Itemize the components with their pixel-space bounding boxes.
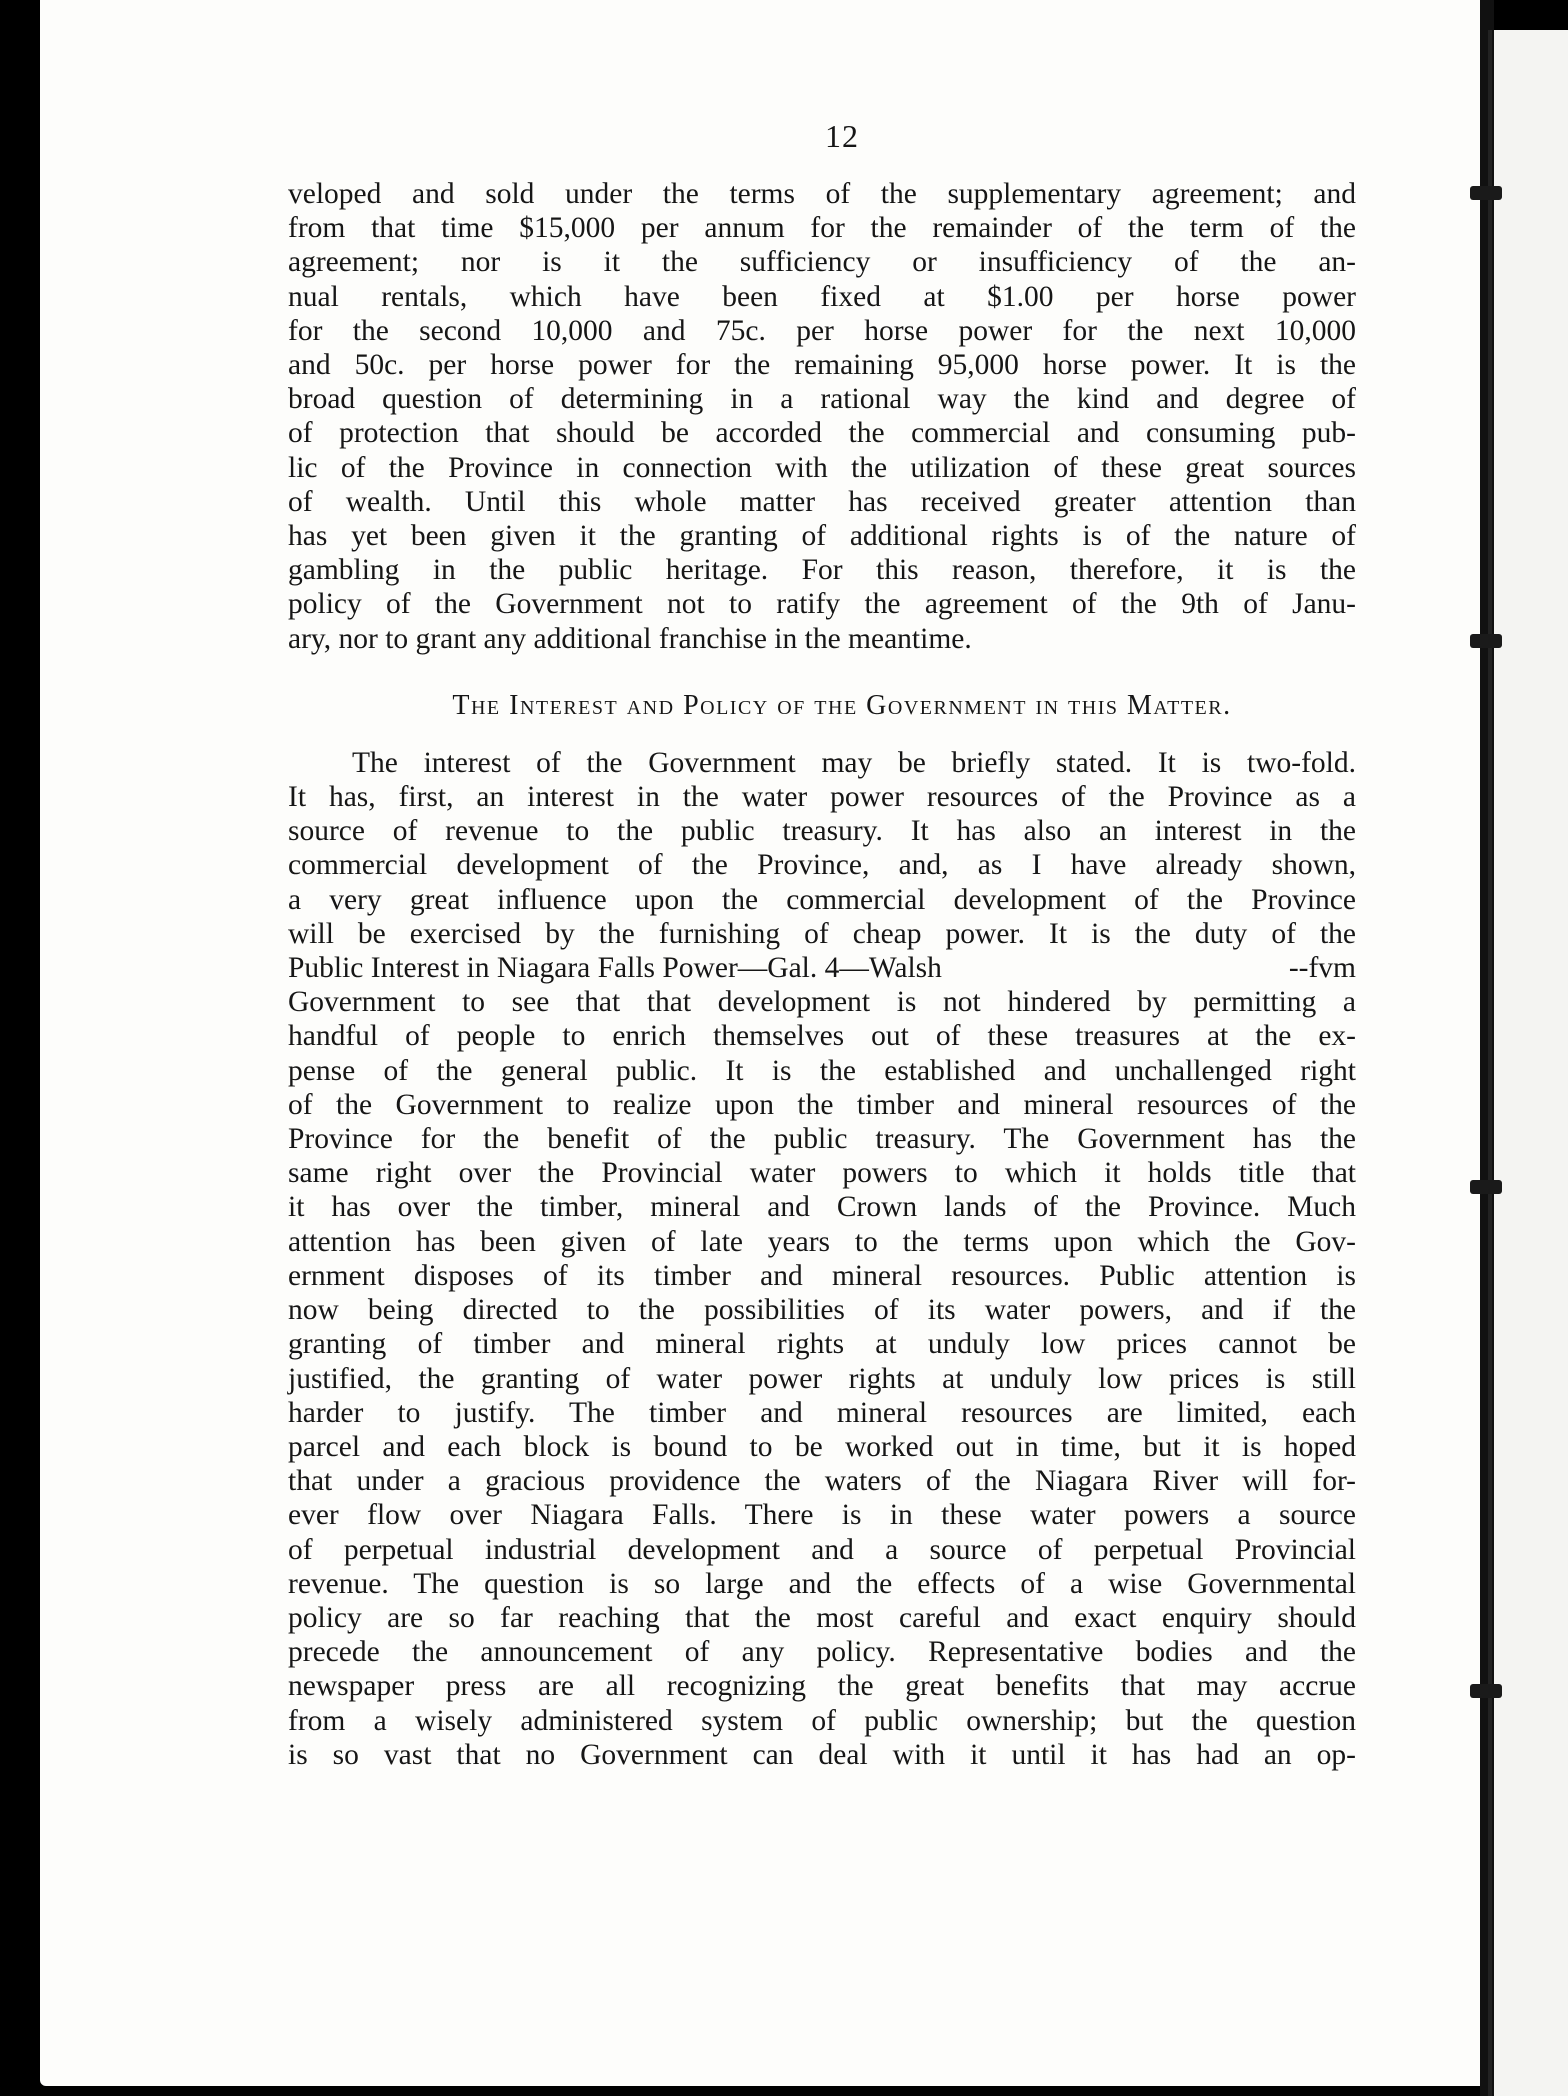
running-footer-title: Public Interest in Niagara Falls Power—Gal. 4—Walsh [288,952,942,985]
text-line: newspaper press are all recognizing the great benefits that may accrue [288,1670,1356,1703]
text-line: that under a gracious providence the waters of the Niagara River will for- [288,1465,1356,1498]
paragraph-interest-policy-continued [288,985,1356,1772]
text-line: ernment disposes of its timber and mineral resources. Public attention is [288,1259,1356,1292]
text-line: Government to see that that development is not hindered by permitting a [288,986,1356,1019]
text-line: policy of the Government not to ratify the agreement of the 9th of Janu- [288,588,1356,621]
text-line: and 50c. per horse power for the remaining 95,000 horse power. It is the [288,349,1356,382]
text-line: justified, the granting of water power rights at unduly low prices is still [288,1362,1356,1395]
text-line: commercial development of the Province, and, as I have already shown, [288,849,1356,882]
text-line: revenue. The question is so large and the effects of a wise Governmental [288,1567,1356,1600]
text-line: broad question of determining in a rational way the kind and degree of [288,383,1356,416]
text-line: same right over the Provincial water powers to which it holds title that [288,1157,1356,1190]
text-line: gambling in the public heritage. For this reason, therefore, it is the [288,554,1356,587]
text-line: for the second 10,000 and 75c. per horse power for the next 10,000 [288,314,1356,347]
text-block [288,118,1356,1772]
section-heading: The Interest and Policy of the Government in this Matter. [452,689,1232,721]
text-line: precede the announcement of any policy. Representative bodies and the [288,1636,1356,1669]
text-line: now being directed to the possibilities of its water powers, and if the [288,1294,1356,1327]
text-line: pense of the general public. It is the established and unchallenged right [288,1054,1356,1087]
text-line: of perpetual industrial development and a source of perpetual Provincial [288,1533,1356,1566]
text-line: agreement; nor is it the sufficiency or insufficiency of the an- [288,246,1356,279]
text-line: It has, first, an interest in the water power resources of the Province as a [288,781,1356,814]
text-line: lic of the Province in connection with the utilization of these great sources [288,451,1356,484]
text-line: will be exercised by the furnishing of cheap power. It is the duty of the [288,917,1356,950]
text-line: policy are so far reaching that the most careful and exact enquiry should [288,1601,1356,1634]
text-line: a very great influence upon the commercial development of the Province [288,883,1356,916]
binding-staple [1470,186,1502,200]
text-line: parcel and each block is bound to be worked out in time, but it is hoped [288,1430,1356,1463]
text-line: granting of timber and mineral rights at unduly low prices cannot be [288,1328,1356,1361]
text-line: from that time $15,000 per annum for the remainder of the term of the [288,212,1356,245]
text-line: it has over the timber, mineral and Crown lands of the Province. Much [288,1191,1356,1224]
binding-staple [1470,634,1502,648]
text-line: nual rentals, which have been fixed at $1.00 per horse power [288,280,1356,313]
text-line: The interest of the Government may be briefly stated. It is two-fold. [352,746,1356,779]
paragraph-continuation [288,177,1356,656]
text-line: harder to justify. The timber and mineral resources are limited, each [288,1396,1356,1429]
binding-staple [1470,1180,1502,1194]
text-line: veloped and sold under the terms of the supplementary agreement; and [288,178,1356,210]
text-line: ary, nor to grant any additional franchise in the meantime. [288,622,972,655]
text-line: of wealth. Until this whole matter has received greater attention than [288,485,1356,518]
text-line: Province for the benefit of the public treasury. The Government has the [288,1123,1356,1156]
text-line: of protection that should be accorded the commercial and consuming pub- [288,417,1356,450]
binding-staple [1470,1684,1502,1698]
running-footer [288,951,1356,985]
text-line: source of revenue to the public treasury. It has also an interest in the [288,815,1356,848]
binding-line [1488,30,1492,2096]
page-number: 12 [825,118,859,154]
text-line: ever flow over Niagara Falls. There is in these water powers a source [288,1499,1356,1532]
next-page-edge [1494,30,1568,2096]
text-line: attention has been given of late years to the terms upon which the Gov- [288,1225,1356,1258]
running-footer-code: --fvm [1288,952,1356,985]
text-line: of the Government to realize upon the timber and mineral resources of the [288,1088,1356,1121]
text-line: handful of people to enrich themselves out of these treasures at the ex- [288,1020,1356,1053]
text-line: is so vast that no Government can deal with it until it has had an op- [288,1738,1356,1771]
paragraph-interest-policy [288,746,1356,951]
text-line: from a wisely administered system of public ownership; but the question [288,1704,1356,1737]
text-line: has yet been given it the granting of additional rights is of the nature of [288,520,1356,553]
